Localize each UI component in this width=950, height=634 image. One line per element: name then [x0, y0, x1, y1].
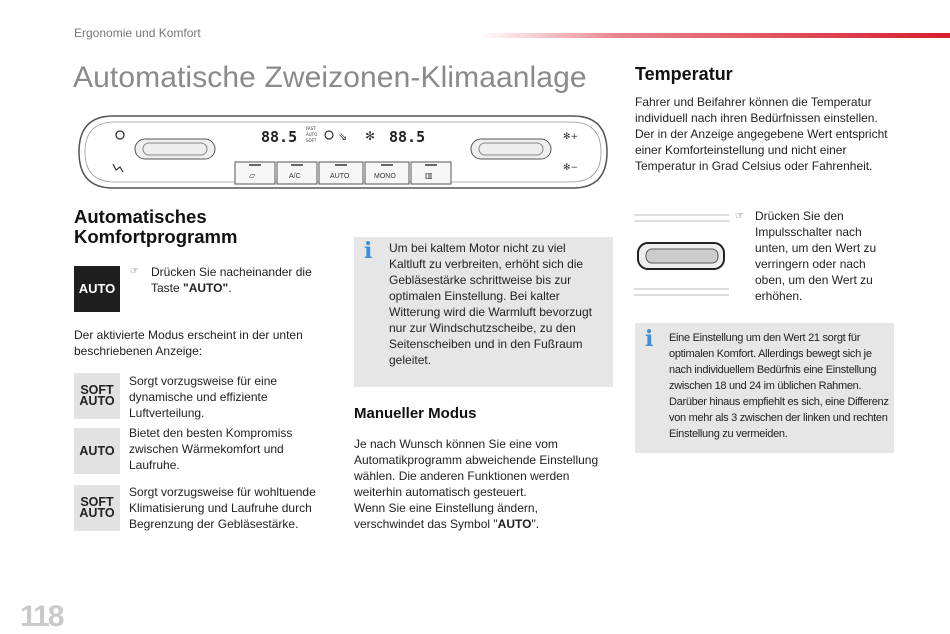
- manual-text: Je nach Wunsch können Sie eine vom Automatikprogramm abweichende Einstellung wählen. Die anderen Funktionen werden weiterhin automatisch gesteuert. Wenn Sie eine Einstellung ändern, verschwindet das Symbol "AUTO".: [354, 437, 599, 531]
- info-cold-text: Um bei kaltem Motor nicht zu viel Kaltluft zu verbreiten, erhöht sich die Gebläsestärke schrittweise bis zur optimalen Einstellung. Bei kalter Witterung wird die Warmluft bevorzugt nur zur Windschutzscheibe, zu den Seitenscheiben und in den Fußraum geleitet.: [389, 241, 592, 367]
- pointer-bullet-icon: ☞: [130, 266, 139, 277]
- info-temperature-text: Eine Einstellung um den Wert 21 sorgt für optimalen Komfort. Allerdings bewegt sich je nach individuellem Bedürfnis eine Einstellung zwischen 18 und 24 im üblichen Rahmen. Darüber hinaus empfiehlt es sich, eine Differenz von mehr als 3 zwischen der linken und rechten Einstellung zu vermeiden.: [669, 332, 889, 440]
- section-title: Ergonomie und Komfort: [74, 26, 201, 40]
- windscreen-icon: ▱: [249, 171, 256, 180]
- temperature-text: Fahrer und Beifahrer können die Temperatur individuell nach ihren Bedürfnissen einstellen. Der in der Anzeige angegebene Wert entspricht einer Komforteinstellung und nicht einer Temperatur in Grad Celsius oder Fahrenheit.: [635, 95, 888, 173]
- mode-description-1: Sorgt vorzugsweise für eine dynamische und effiziente Luftverteilung.: [129, 374, 278, 420]
- auto-badge: [74, 266, 120, 312]
- auto-mode-badge: AUTO: [74, 428, 120, 474]
- airflow-icon: ⇘: [338, 130, 348, 143]
- pointer-bullet-icon-2: ☞: [735, 211, 744, 222]
- auto-label: AUTO: [306, 132, 318, 137]
- soft-auto-badge-2: SOFT AUTO: [74, 485, 120, 531]
- rear-window-icon: ▥: [425, 171, 433, 180]
- fan-minus-icon: ✻−: [563, 163, 579, 173]
- temperature-switch-illustration: [634, 213, 729, 297]
- fan-plus-icon: ✻+: [563, 132, 579, 142]
- info-icon: i: [364, 238, 373, 264]
- header-rule: [478, 33, 950, 38]
- soft-label: SOFT: [306, 138, 317, 143]
- fast-label: FAST: [306, 126, 316, 131]
- page-number: 118: [20, 600, 63, 633]
- auto-button-label: AUTO: [330, 173, 350, 180]
- auto-instruction: Drücken Sie nacheinander die Taste "AUTO".: [151, 265, 312, 295]
- page-title: Automatische Zweizonen-Klimaanlage: [73, 61, 587, 94]
- mono-button-label: MONO: [374, 173, 396, 180]
- fan-icon: ✻: [365, 129, 376, 143]
- climate-panel-illustration: [73, 112, 613, 192]
- temperature-instruction: Drücken Sie den Impulsschalter nach unten, um den Wert zu verringern oder nach oben, um den Wert zu erhöhen.: [755, 209, 877, 303]
- mode-description-3: Sorgt vorzugsweise für wohltuende Klimatisierung und Laufruhe durch Begrenzung der Gebläsestärke.: [129, 485, 316, 531]
- auto-badge-label: AUTO: [78, 281, 116, 296]
- left-temp-display: 88.5: [261, 128, 298, 146]
- display-note: Der aktivierte Modus erscheint in der unten beschriebenen Anzeige:: [74, 328, 303, 358]
- ac-button-label: A/C: [289, 173, 301, 180]
- info-icon-2: i: [645, 326, 654, 352]
- mode-description-2: Bietet den besten Kompromiss zwischen Wärmekomfort und Laufruhe.: [129, 426, 293, 472]
- soft-auto-badge: SOFT AUTO: [74, 373, 120, 419]
- manual-mode-heading: Manueller Modus: [354, 405, 477, 422]
- temperature-heading: Temperatur: [635, 64, 733, 84]
- auto-program-heading: Automatisches Komfortprogramm: [74, 206, 238, 247]
- right-temp-display: 88.5: [389, 128, 426, 146]
